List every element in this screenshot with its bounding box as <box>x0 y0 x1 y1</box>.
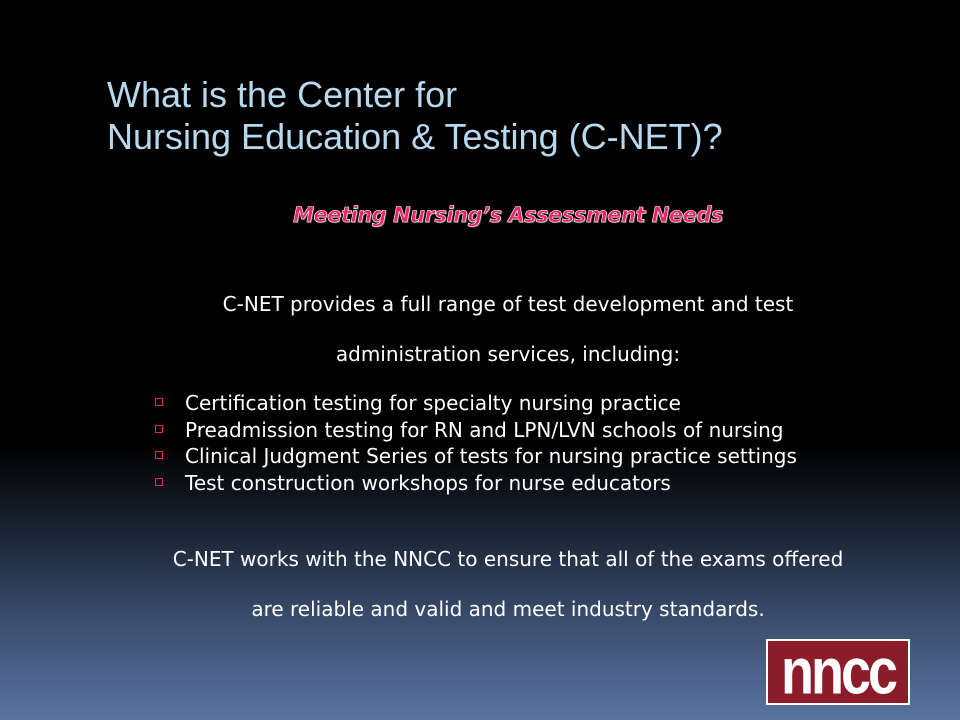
square-bullet-icon <box>155 425 163 433</box>
square-bullet-icon <box>155 451 163 459</box>
list-item <box>152 390 932 417</box>
square-bullet-icon <box>155 398 163 406</box>
slide-subtitle: Meeting Nursing’s Assessment Needs <box>293 203 723 227</box>
title-line-2: Nursing Education & Testing (C-NET)? <box>107 116 723 157</box>
closing-line-1: C-NET works with the NNCC to ensure that all of the exams offered <box>172 547 844 571</box>
list-item-text: Clinical Judgment Series of tests for nursing practice settings <box>185 444 797 468</box>
services-list <box>152 390 932 496</box>
list-item <box>152 470 932 497</box>
slide-title <box>107 74 907 158</box>
list-item-text: Preadmission testing for RN and LPN/LVN schools of nursing <box>185 417 784 442</box>
list-item <box>152 417 932 444</box>
intro-paragraph <box>100 279 916 379</box>
list-item <box>152 443 932 470</box>
list-item-text: Test construction workshops for nurse educators <box>185 470 671 495</box>
list-item-text: Certification testing for specialty nursing practice <box>185 391 681 415</box>
square-bullet-icon <box>155 478 163 486</box>
title-line-1: What is the Center for <box>107 74 458 115</box>
logo-text: nncc <box>780 636 896 708</box>
intro-line-1: C-NET provides a full range of test development and test <box>222 292 794 316</box>
nncc-logo <box>766 636 910 708</box>
closing-line-2: are reliable and valid and meet industry standards. <box>251 597 765 621</box>
closing-paragraph <box>100 534 916 634</box>
intro-line-2: administration services, including: <box>335 342 681 366</box>
